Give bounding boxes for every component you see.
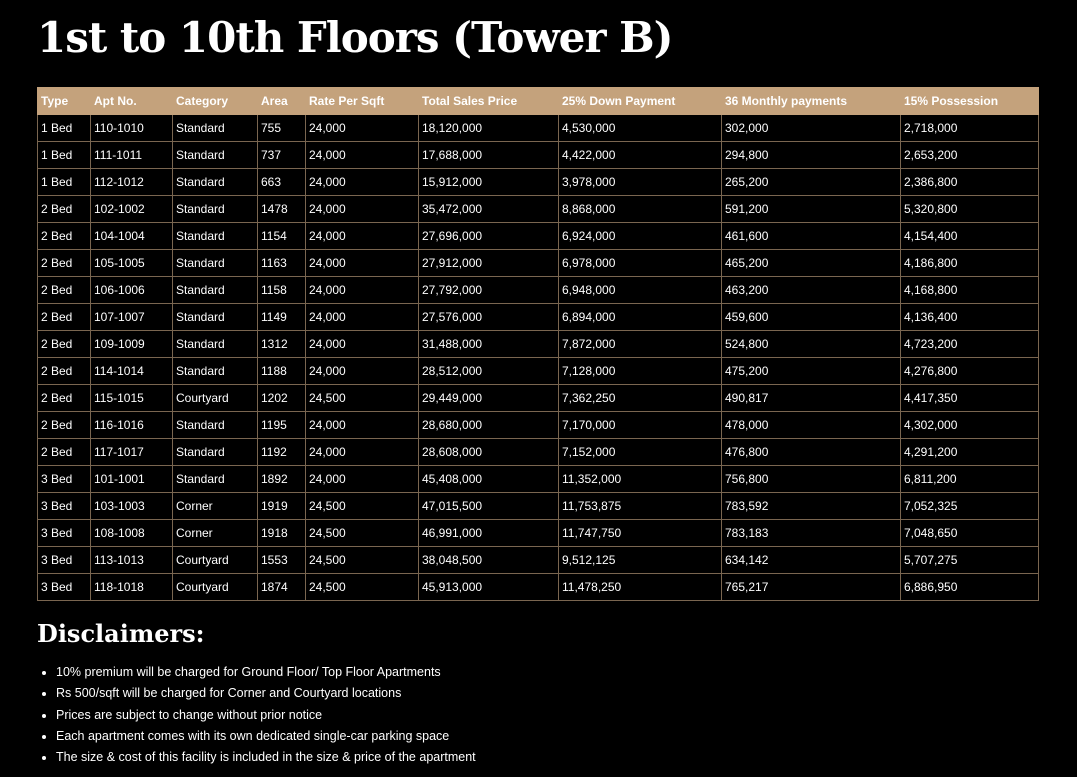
cell-category: Corner — [173, 493, 258, 520]
cell-type: 1 Bed — [38, 115, 91, 142]
cell-area: 1163 — [258, 250, 306, 277]
disclaimer-item: • Prices are subject to change without prior notice — [56, 705, 476, 726]
cell-monthly-payments: 459,600 — [722, 304, 901, 331]
cell-apt-no: 106-1006 — [91, 277, 173, 304]
cell-area: 1312 — [258, 331, 306, 358]
table-row — [38, 304, 1039, 331]
table-row — [38, 385, 1039, 412]
cell-apt-no: 115-1015 — [91, 385, 173, 412]
cell-down-payment: 7,152,000 — [559, 439, 722, 466]
cell-type: 2 Bed — [38, 304, 91, 331]
col-header-possession: 15% Possession — [901, 88, 1039, 115]
cell-category: Standard — [173, 358, 258, 385]
cell-monthly-payments: 478,000 — [722, 412, 901, 439]
cell-down-payment: 7,362,250 — [559, 385, 722, 412]
cell-category: Standard — [173, 412, 258, 439]
cell-rate-per-sqft: 24,500 — [306, 520, 419, 547]
cell-rate-per-sqft: 24,000 — [306, 196, 419, 223]
col-header-category: Category — [173, 88, 258, 115]
cell-possession: 6,811,200 — [901, 466, 1039, 493]
cell-total-sales-price: 35,472,000 — [419, 196, 559, 223]
cell-category: Standard — [173, 115, 258, 142]
cell-type: 2 Bed — [38, 250, 91, 277]
cell-down-payment: 6,948,000 — [559, 277, 722, 304]
cell-possession: 7,048,650 — [901, 520, 1039, 547]
cell-possession: 2,386,800 — [901, 169, 1039, 196]
cell-monthly-payments: 476,800 — [722, 439, 901, 466]
cell-category: Standard — [173, 142, 258, 169]
table-row — [38, 493, 1039, 520]
cell-down-payment: 11,753,875 — [559, 493, 722, 520]
cell-category: Standard — [173, 277, 258, 304]
cell-possession: 4,417,350 — [901, 385, 1039, 412]
cell-monthly-payments: 465,200 — [722, 250, 901, 277]
cell-type: 3 Bed — [38, 493, 91, 520]
cell-area: 1919 — [258, 493, 306, 520]
cell-total-sales-price: 28,608,000 — [419, 439, 559, 466]
cell-type: 2 Bed — [38, 412, 91, 439]
cell-type: 1 Bed — [38, 142, 91, 169]
cell-rate-per-sqft: 24,000 — [306, 439, 419, 466]
table-row — [38, 250, 1039, 277]
cell-down-payment: 7,128,000 — [559, 358, 722, 385]
cell-apt-no: 105-1005 — [91, 250, 173, 277]
cell-category: Corner — [173, 520, 258, 547]
table-row — [38, 520, 1039, 547]
col-header-down-payment: 25% Down Payment — [559, 88, 722, 115]
cell-monthly-payments: 265,200 — [722, 169, 901, 196]
cell-type: 2 Bed — [38, 439, 91, 466]
cell-category: Courtyard — [173, 574, 258, 601]
cell-apt-no: 101-1001 — [91, 466, 173, 493]
cell-rate-per-sqft: 24,000 — [306, 304, 419, 331]
cell-total-sales-price: 47,015,500 — [419, 493, 559, 520]
cell-rate-per-sqft: 24,000 — [306, 250, 419, 277]
cell-apt-no: 110-1010 — [91, 115, 173, 142]
col-header-apt-no: Apt No. — [91, 88, 173, 115]
cell-down-payment: 11,352,000 — [559, 466, 722, 493]
cell-monthly-payments: 591,200 — [722, 196, 901, 223]
table-row — [38, 412, 1039, 439]
cell-type: 2 Bed — [38, 196, 91, 223]
cell-possession: 6,886,950 — [901, 574, 1039, 601]
cell-possession: 5,707,275 — [901, 547, 1039, 574]
table-row — [38, 358, 1039, 385]
cell-rate-per-sqft: 24,000 — [306, 412, 419, 439]
cell-category: Standard — [173, 250, 258, 277]
table-row — [38, 277, 1039, 304]
cell-area: 1149 — [258, 304, 306, 331]
cell-area: 737 — [258, 142, 306, 169]
cell-possession: 4,168,800 — [901, 277, 1039, 304]
cell-monthly-payments: 634,142 — [722, 547, 901, 574]
cell-possession: 4,276,800 — [901, 358, 1039, 385]
cell-area: 1154 — [258, 223, 306, 250]
cell-type: 3 Bed — [38, 547, 91, 574]
cell-area: 1158 — [258, 277, 306, 304]
cell-apt-no: 107-1007 — [91, 304, 173, 331]
cell-total-sales-price: 46,991,000 — [419, 520, 559, 547]
disclaimer-item: • 10% premium will be charged for Ground Floor/ Top Floor Apartments — [56, 662, 476, 683]
cell-total-sales-price: 29,449,000 — [419, 385, 559, 412]
pricing-table — [37, 87, 1039, 601]
cell-total-sales-price: 15,912,000 — [419, 169, 559, 196]
cell-total-sales-price: 18,120,000 — [419, 115, 559, 142]
cell-possession: 4,723,200 — [901, 331, 1039, 358]
cell-down-payment: 4,530,000 — [559, 115, 722, 142]
table-body — [38, 115, 1039, 601]
cell-apt-no: 103-1003 — [91, 493, 173, 520]
cell-down-payment: 9,512,125 — [559, 547, 722, 574]
cell-total-sales-price: 27,792,000 — [419, 277, 559, 304]
col-header-monthly-payments: 36 Monthly payments — [722, 88, 901, 115]
cell-monthly-payments: 756,800 — [722, 466, 901, 493]
cell-rate-per-sqft: 24,000 — [306, 466, 419, 493]
cell-possession: 4,186,800 — [901, 250, 1039, 277]
cell-possession: 4,302,000 — [901, 412, 1039, 439]
cell-monthly-payments: 765,217 — [722, 574, 901, 601]
cell-category: Standard — [173, 466, 258, 493]
cell-rate-per-sqft: 24,000 — [306, 169, 419, 196]
cell-possession: 5,320,800 — [901, 196, 1039, 223]
cell-type: 3 Bed — [38, 466, 91, 493]
cell-possession: 4,136,400 — [901, 304, 1039, 331]
cell-rate-per-sqft: 24,500 — [306, 385, 419, 412]
cell-type: 2 Bed — [38, 277, 91, 304]
table-row — [38, 466, 1039, 493]
cell-apt-no: 113-1013 — [91, 547, 173, 574]
cell-type: 2 Bed — [38, 385, 91, 412]
cell-down-payment: 6,978,000 — [559, 250, 722, 277]
cell-monthly-payments: 463,200 — [722, 277, 901, 304]
cell-rate-per-sqft: 24,000 — [306, 331, 419, 358]
cell-down-payment: 6,924,000 — [559, 223, 722, 250]
cell-rate-per-sqft: 24,500 — [306, 493, 419, 520]
disclaimer-item: • The size & cost of this facility is included in the size & price of the apartment — [56, 747, 476, 768]
col-header-type: Type — [38, 88, 91, 115]
cell-total-sales-price: 27,912,000 — [419, 250, 559, 277]
cell-category: Courtyard — [173, 385, 258, 412]
cell-area: 755 — [258, 115, 306, 142]
cell-monthly-payments: 783,183 — [722, 520, 901, 547]
cell-category: Standard — [173, 196, 258, 223]
cell-apt-no: 112-1012 — [91, 169, 173, 196]
cell-down-payment: 4,422,000 — [559, 142, 722, 169]
cell-area: 1188 — [258, 358, 306, 385]
cell-category: Standard — [173, 304, 258, 331]
cell-area: 1202 — [258, 385, 306, 412]
cell-down-payment: 11,478,250 — [559, 574, 722, 601]
cell-area: 663 — [258, 169, 306, 196]
cell-down-payment: 7,170,000 — [559, 412, 722, 439]
cell-down-payment: 3,978,000 — [559, 169, 722, 196]
cell-apt-no: 116-1016 — [91, 412, 173, 439]
cell-area: 1918 — [258, 520, 306, 547]
page-title: 1st to 10th Floors (Tower B) — [37, 13, 673, 62]
cell-apt-no: 108-1008 — [91, 520, 173, 547]
cell-category: Standard — [173, 439, 258, 466]
cell-rate-per-sqft: 24,000 — [306, 223, 419, 250]
table-row — [38, 547, 1039, 574]
cell-category: Standard — [173, 223, 258, 250]
cell-monthly-payments: 490,817 — [722, 385, 901, 412]
cell-rate-per-sqft: 24,500 — [306, 547, 419, 574]
cell-apt-no: 109-1009 — [91, 331, 173, 358]
cell-total-sales-price: 28,512,000 — [419, 358, 559, 385]
cell-type: 1 Bed — [38, 169, 91, 196]
table-row — [38, 169, 1039, 196]
table-row — [38, 439, 1039, 466]
cell-monthly-payments: 294,800 — [722, 142, 901, 169]
disclaimer-item: • Each apartment comes with its own dedicated single-car parking space — [56, 726, 476, 747]
cell-rate-per-sqft: 24,000 — [306, 115, 419, 142]
cell-area: 1553 — [258, 547, 306, 574]
cell-down-payment: 8,868,000 — [559, 196, 722, 223]
cell-area: 1874 — [258, 574, 306, 601]
cell-possession: 2,653,200 — [901, 142, 1039, 169]
cell-apt-no: 104-1004 — [91, 223, 173, 250]
cell-total-sales-price: 27,576,000 — [419, 304, 559, 331]
cell-possession: 4,154,400 — [901, 223, 1039, 250]
cell-apt-no: 118-1018 — [91, 574, 173, 601]
cell-area: 1892 — [258, 466, 306, 493]
cell-rate-per-sqft: 24,000 — [306, 142, 419, 169]
cell-type: 3 Bed — [38, 520, 91, 547]
cell-rate-per-sqft: 24,000 — [306, 277, 419, 304]
cell-apt-no: 111-1011 — [91, 142, 173, 169]
cell-total-sales-price: 45,913,000 — [419, 574, 559, 601]
cell-monthly-payments: 475,200 — [722, 358, 901, 385]
cell-rate-per-sqft: 24,000 — [306, 358, 419, 385]
cell-apt-no: 117-1017 — [91, 439, 173, 466]
col-header-area: Area — [258, 88, 306, 115]
cell-down-payment: 6,894,000 — [559, 304, 722, 331]
cell-down-payment: 11,747,750 — [559, 520, 722, 547]
table-row — [38, 142, 1039, 169]
cell-possession: 2,718,000 — [901, 115, 1039, 142]
disclaimers-title: Disclaimers: — [37, 619, 205, 648]
cell-monthly-payments: 461,600 — [722, 223, 901, 250]
table-header-row — [38, 88, 1039, 115]
cell-possession: 7,052,325 — [901, 493, 1039, 520]
cell-type: 2 Bed — [38, 358, 91, 385]
table-row — [38, 223, 1039, 250]
table-row — [38, 574, 1039, 601]
cell-category: Standard — [173, 331, 258, 358]
cell-area: 1192 — [258, 439, 306, 466]
cell-type: 2 Bed — [38, 223, 91, 250]
cell-type: 2 Bed — [38, 331, 91, 358]
cell-total-sales-price: 45,408,000 — [419, 466, 559, 493]
cell-apt-no: 102-1002 — [91, 196, 173, 223]
cell-total-sales-price: 27,696,000 — [419, 223, 559, 250]
cell-monthly-payments: 524,800 — [722, 331, 901, 358]
cell-apt-no: 114-1014 — [91, 358, 173, 385]
cell-possession: 4,291,200 — [901, 439, 1039, 466]
cell-rate-per-sqft: 24,500 — [306, 574, 419, 601]
cell-type: 3 Bed — [38, 574, 91, 601]
cell-monthly-payments: 302,000 — [722, 115, 901, 142]
cell-total-sales-price: 28,680,000 — [419, 412, 559, 439]
cell-total-sales-price: 17,688,000 — [419, 142, 559, 169]
cell-down-payment: 7,872,000 — [559, 331, 722, 358]
disclaimer-item: • Rs 500/sqft will be charged for Corner and Courtyard locations — [56, 683, 476, 704]
cell-monthly-payments: 783,592 — [722, 493, 901, 520]
cell-area: 1478 — [258, 196, 306, 223]
table-row — [38, 115, 1039, 142]
col-header-rate-per-sqft: Rate Per Sqft — [306, 88, 419, 115]
cell-total-sales-price: 38,048,500 — [419, 547, 559, 574]
table-row — [38, 331, 1039, 358]
table-row — [38, 196, 1039, 223]
cell-area: 1195 — [258, 412, 306, 439]
cell-total-sales-price: 31,488,000 — [419, 331, 559, 358]
cell-category: Courtyard — [173, 547, 258, 574]
cell-category: Standard — [173, 169, 258, 196]
col-header-total-sales-price: Total Sales Price — [419, 88, 559, 115]
disclaimer-list — [37, 662, 476, 768]
